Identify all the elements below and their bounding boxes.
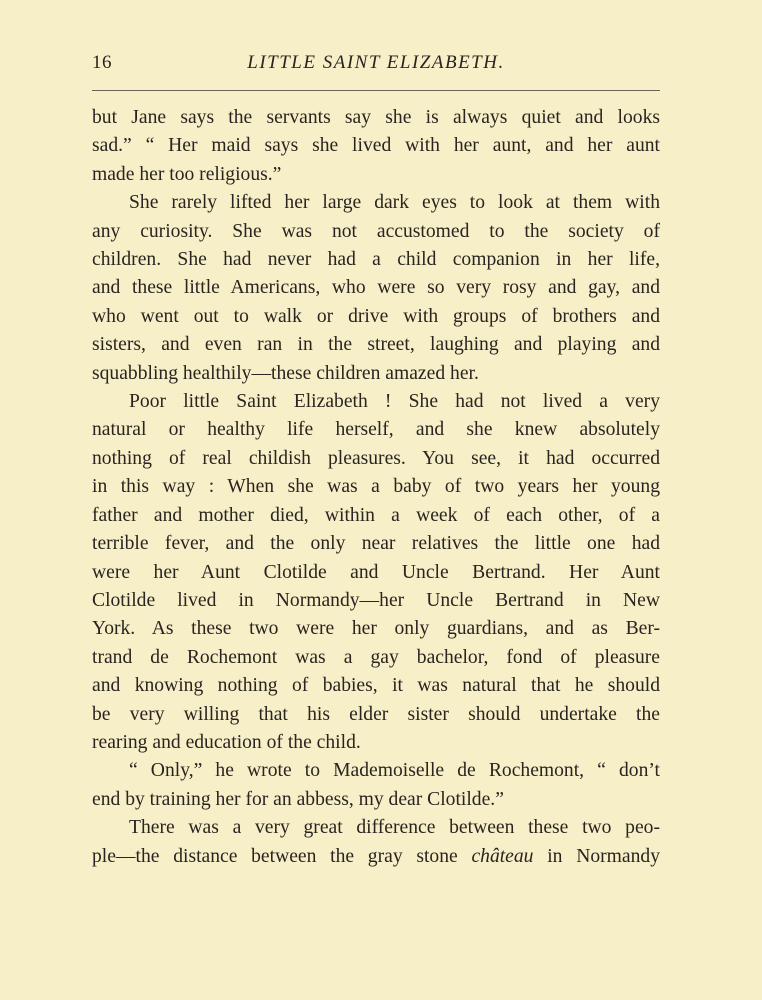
text-line: any curiosity. She was not accustomed to the society of: [92, 220, 660, 242]
text-line: rearing and education of the child.: [92, 731, 361, 753]
running-title: LITTLE SAINT ELIZABETH.: [247, 52, 505, 73]
text-line: children. She had never had a child companion in her life,: [92, 249, 660, 271]
text-line: nothing of real childish pleasures. You see, it had occurred: [92, 447, 660, 469]
text-line: natural or healthy life herself, and she knew absolutely: [92, 419, 660, 441]
text-line: but Jane says the servants say she is always quiet and looks: [92, 107, 660, 128]
text-line: father and mother died, within a week of each other, of a: [92, 504, 660, 526]
header-rule: [92, 90, 660, 91]
text-line: be very willing that his elder sister should undertake the: [92, 703, 660, 725]
text-line: trand de Rochemont was a gay bachelor, fond of pleasure: [92, 646, 660, 668]
text-line-last: [92, 843, 660, 871]
text-run: in Normandy: [533, 845, 660, 867]
text-line: “ Only,” he wrote to Mademoiselle de Rochemont, “ don’t: [129, 760, 660, 782]
text-line: were her Aunt Clotilde and Uncle Bertrand. Her Aunt: [92, 561, 660, 583]
text-line: and these little Americans, who were so very rosy and gay, and: [92, 277, 660, 299]
running-head: [92, 52, 660, 82]
text-line: There was a very great difference between these two peo-: [129, 817, 660, 839]
text-line: who went out to walk or drive with groups of brothers and: [92, 305, 660, 327]
text-line: She rarely lifted her large dark eyes to look at them with: [129, 192, 660, 214]
text-line: made her too religious.”: [92, 163, 282, 185]
text-line: and knowing nothing of babies, it was natural that he should: [92, 675, 660, 697]
page-number: 16: [92, 52, 112, 73]
text-line: sisters, and even ran in the street, laughing and playing and: [92, 334, 660, 356]
text-line: squabbling healthily—these children amazed her.: [92, 362, 479, 384]
text-line: sad.” “ Her maid says she lived with her aunt, and her aunt: [92, 135, 660, 157]
text-line: Poor little Saint Elizabeth ! She had not lived a very: [129, 391, 660, 413]
text-line: Clotilde lived in Normandy—her Uncle Bertrand in New: [92, 589, 660, 611]
text-line: terrible fever, and the only near relatives the little one had: [92, 533, 660, 555]
body-text: [92, 104, 660, 871]
text-line: in this way : When she was a baby of two years her young: [92, 476, 660, 498]
italic-word: château: [471, 845, 534, 867]
text-run: ple—the distance between the gray stone: [92, 845, 472, 867]
text-line: end by training her for an abbess, my dear Clotilde.”: [92, 788, 504, 810]
text-line: York. As these two were her only guardians, and as Ber-: [92, 618, 660, 640]
